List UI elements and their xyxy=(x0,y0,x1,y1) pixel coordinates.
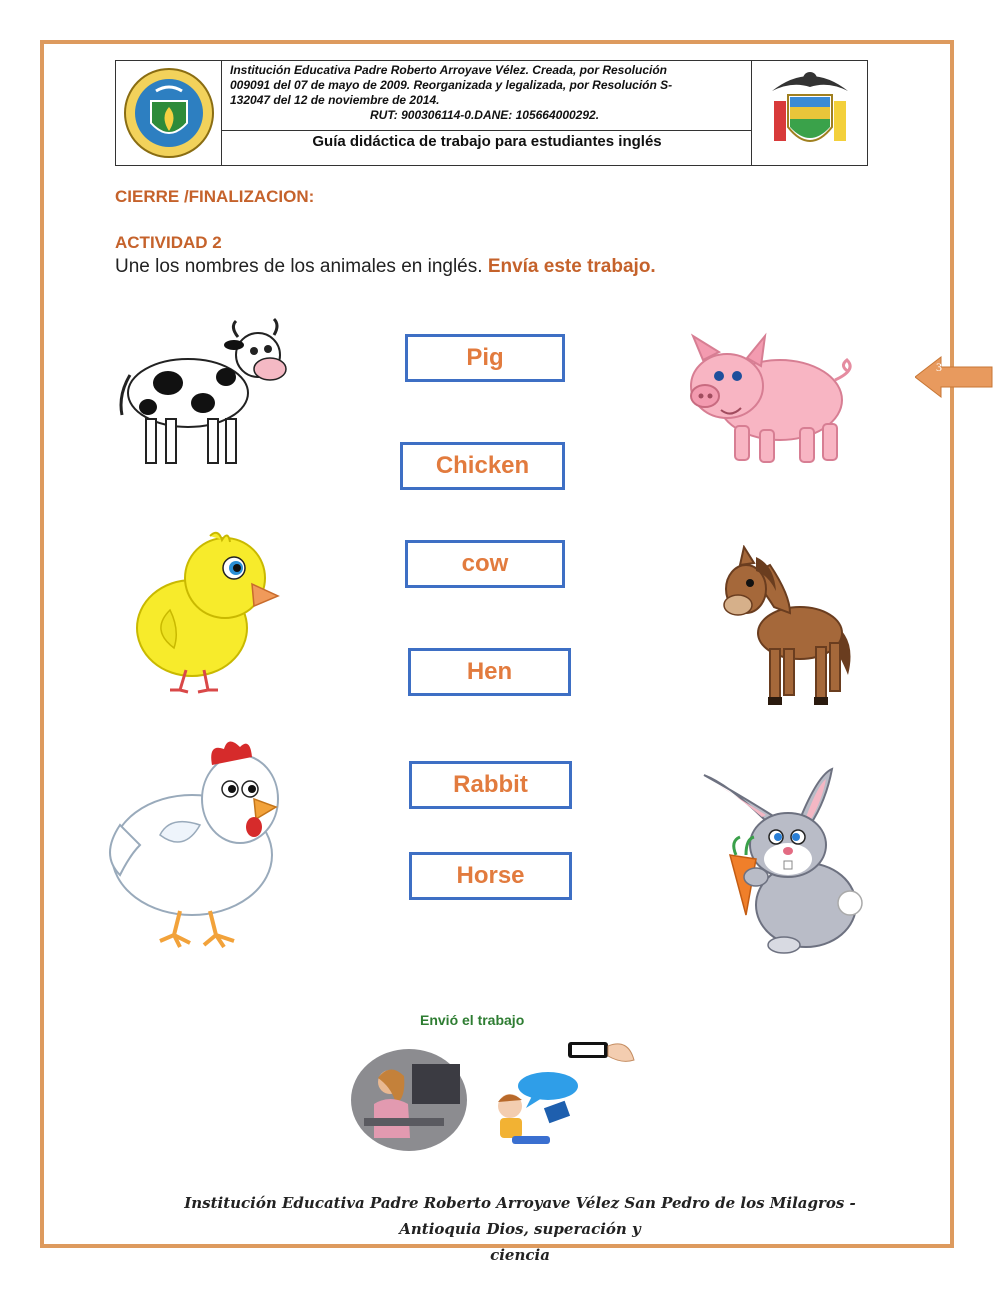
word-box-horse[interactable]: Horse xyxy=(409,852,572,900)
institution-info xyxy=(222,61,752,131)
institution-line-2: 009091 del 07 de mayo de 2009. Reorganizada y legalizada, por Resolución S- xyxy=(230,78,673,92)
national-coat-of-arms xyxy=(751,61,867,165)
word-box-chicken[interactable]: Chicken xyxy=(400,442,565,490)
word-box-rabbit[interactable]: Rabbit xyxy=(409,761,572,809)
closing-section-title: CIERRE /FINALIZACION: xyxy=(115,187,315,206)
document-header xyxy=(115,60,868,166)
send-work-title: Envió el trabajo xyxy=(420,1012,525,1028)
horse-image[interactable] xyxy=(720,545,860,720)
cow-image[interactable] xyxy=(108,315,293,480)
activity-title: ACTIVIDAD 2 xyxy=(115,233,222,252)
word-box-pig[interactable]: Pig xyxy=(405,334,565,382)
chick-image[interactable] xyxy=(130,530,285,700)
guide-subtitle: Guía didáctica de trabajo para estudiantes inglés xyxy=(312,133,662,150)
page-arrow-icon xyxy=(915,355,993,404)
hen-image[interactable] xyxy=(100,735,300,960)
footer-line-1: Institución Educativa Padre Roberto Arroyave Vélez San Pedro de los Milagros - Antioquia Dios, superación y xyxy=(184,1194,856,1238)
school-logo xyxy=(116,61,222,165)
rabbit-image[interactable] xyxy=(700,765,870,965)
pig-image[interactable] xyxy=(685,330,860,475)
footer-line-2: ciencia xyxy=(490,1246,550,1264)
child-with-tablet-illustration xyxy=(488,1036,640,1159)
instruction-accent: Envía este trabajo. xyxy=(487,256,656,277)
institution-line-1: Institución Educativa Padre Roberto Arroyave Vélez. Creada, por Resolución xyxy=(230,63,668,77)
word-box-hen[interactable]: Hen xyxy=(408,648,571,696)
page-number: 3 xyxy=(936,360,942,374)
instruction-text: Une los nombres de los animales en inglés. xyxy=(115,256,483,277)
student-photo xyxy=(350,1048,468,1157)
institution-line-3: 132047 del 12 de noviembre de 2014. xyxy=(230,93,440,107)
institution-line-4: RUT: 900306114-0.DANE: 105664000292. xyxy=(370,108,600,122)
word-box-cow[interactable]: cow xyxy=(405,540,565,588)
footer xyxy=(150,1190,890,1268)
activity-instruction xyxy=(115,256,656,278)
